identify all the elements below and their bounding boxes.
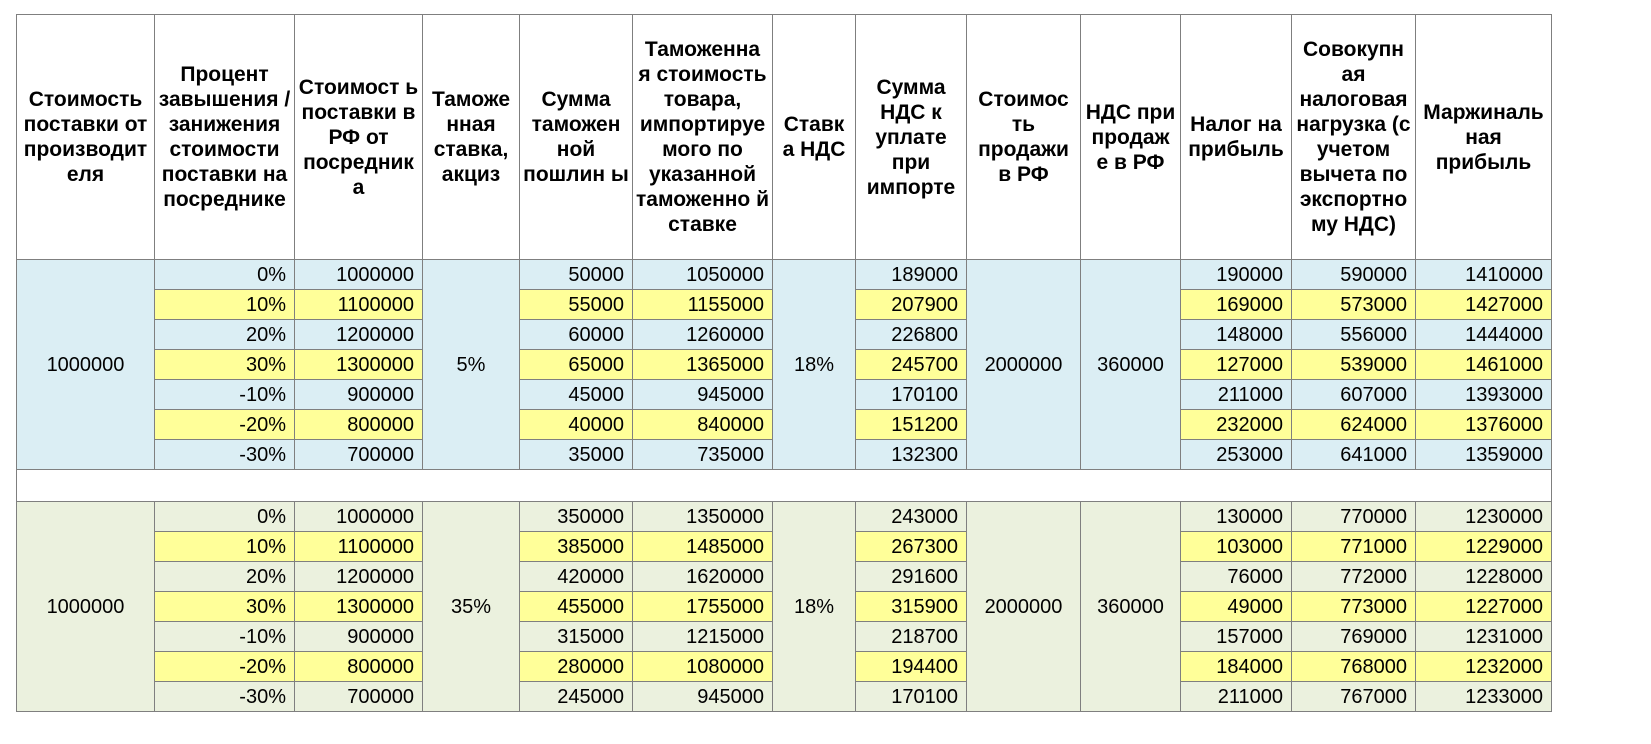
customs-value-cell[interactable]: 1365000 bbox=[633, 350, 773, 380]
duty-cell[interactable]: 60000 bbox=[520, 320, 633, 350]
cost-rf-cell[interactable]: 1000000 bbox=[295, 260, 423, 290]
markup-percent-cell[interactable]: -30% bbox=[155, 682, 295, 712]
margin-cell[interactable]: 1359000 bbox=[1416, 440, 1552, 470]
header-cell[interactable]: Таможенна я стоимость товара, импортируе мого по указанной таможенно й ставке bbox=[633, 15, 773, 260]
vat-import-cell[interactable]: 170100 bbox=[856, 682, 967, 712]
customs-value-cell[interactable]: 1215000 bbox=[633, 622, 773, 652]
customs-value-cell[interactable]: 1050000 bbox=[633, 260, 773, 290]
tax-burden-cell[interactable]: 624000 bbox=[1292, 410, 1416, 440]
cost-rf-cell[interactable]: 1000000 bbox=[295, 502, 423, 532]
duty-cell[interactable]: 385000 bbox=[520, 532, 633, 562]
markup-percent-cell[interactable]: -20% bbox=[155, 652, 295, 682]
section-customs-5 bbox=[17, 260, 1552, 470]
cost-rf-cell[interactable]: 1200000 bbox=[295, 320, 423, 350]
profit-tax-cell[interactable]: 211000 bbox=[1181, 380, 1292, 410]
customs-rate-cell[interactable]: 5% bbox=[423, 260, 520, 470]
header-cell[interactable]: Сумма таможен ной пошлин ы bbox=[520, 15, 633, 260]
tax-burden-cell[interactable]: 641000 bbox=[1292, 440, 1416, 470]
table-row bbox=[17, 260, 1552, 290]
tax-burden-cell[interactable]: 772000 bbox=[1292, 562, 1416, 592]
tax-burden-cell[interactable]: 556000 bbox=[1292, 320, 1416, 350]
tax-burden-cell[interactable]: 771000 bbox=[1292, 532, 1416, 562]
header-cell[interactable]: Таможе нная ставка, акциз bbox=[423, 15, 520, 260]
customs-value-cell[interactable]: 1485000 bbox=[633, 532, 773, 562]
customs-value-cell[interactable]: 1155000 bbox=[633, 290, 773, 320]
duty-cell[interactable]: 65000 bbox=[520, 350, 633, 380]
duty-cell[interactable]: 315000 bbox=[520, 622, 633, 652]
base-cost-cell[interactable]: 1000000 bbox=[17, 502, 155, 712]
profit-tax-cell[interactable]: 130000 bbox=[1181, 502, 1292, 532]
cost-rf-cell[interactable]: 700000 bbox=[295, 440, 423, 470]
margin-cell[interactable]: 1228000 bbox=[1416, 562, 1552, 592]
vat-import-cell[interactable]: 291600 bbox=[856, 562, 967, 592]
tax-burden-cell[interactable]: 773000 bbox=[1292, 592, 1416, 622]
margin-cell[interactable]: 1230000 bbox=[1416, 502, 1552, 532]
margin-cell[interactable]: 1410000 bbox=[1416, 260, 1552, 290]
tax-comparison-table bbox=[16, 14, 1552, 712]
header-cell[interactable]: Совокупн ая налоговая нагрузка (с учетом вычета по экспортно му НДС) bbox=[1292, 15, 1416, 260]
vat-import-cell[interactable]: 194400 bbox=[856, 652, 967, 682]
markup-percent-cell[interactable]: 30% bbox=[155, 592, 295, 622]
cost-rf-cell[interactable]: 800000 bbox=[295, 410, 423, 440]
header-row bbox=[17, 15, 1552, 260]
profit-tax-cell[interactable]: 157000 bbox=[1181, 622, 1292, 652]
profit-tax-cell[interactable]: 211000 bbox=[1181, 682, 1292, 712]
cost-rf-cell[interactable]: 1100000 bbox=[295, 290, 423, 320]
cost-rf-cell[interactable]: 1100000 bbox=[295, 532, 423, 562]
tax-burden-cell[interactable]: 573000 bbox=[1292, 290, 1416, 320]
cost-rf-cell[interactable]: 900000 bbox=[295, 622, 423, 652]
markup-percent-cell[interactable]: 10% bbox=[155, 532, 295, 562]
customs-value-cell[interactable]: 1350000 bbox=[633, 502, 773, 532]
margin-cell[interactable]: 1393000 bbox=[1416, 380, 1552, 410]
profit-tax-cell[interactable]: 103000 bbox=[1181, 532, 1292, 562]
profit-tax-cell[interactable]: 169000 bbox=[1181, 290, 1292, 320]
vat-on-sale-cell[interactable]: 360000 bbox=[1081, 502, 1181, 712]
vat-import-cell[interactable]: 267300 bbox=[856, 532, 967, 562]
vat-import-cell[interactable]: 226800 bbox=[856, 320, 967, 350]
customs-value-cell[interactable]: 945000 bbox=[633, 682, 773, 712]
customs-value-cell[interactable]: 1755000 bbox=[633, 592, 773, 622]
profit-tax-cell[interactable]: 148000 bbox=[1181, 320, 1292, 350]
duty-cell[interactable]: 45000 bbox=[520, 380, 633, 410]
markup-percent-cell[interactable]: 10% bbox=[155, 290, 295, 320]
empty-row bbox=[17, 470, 1552, 502]
duty-cell[interactable]: 50000 bbox=[520, 260, 633, 290]
cost-rf-cell[interactable]: 1300000 bbox=[295, 350, 423, 380]
customs-value-cell[interactable]: 840000 bbox=[633, 410, 773, 440]
vat-rate-cell[interactable]: 18% bbox=[773, 502, 856, 712]
header-cell[interactable]: Процент завышения /занижения стоимости поставки на посреднике bbox=[155, 15, 295, 260]
markup-percent-cell[interactable]: 0% bbox=[155, 502, 295, 532]
tax-burden-cell[interactable]: 770000 bbox=[1292, 502, 1416, 532]
profit-tax-cell[interactable]: 232000 bbox=[1181, 410, 1292, 440]
vat-import-cell[interactable]: 207900 bbox=[856, 290, 967, 320]
vat-import-cell[interactable]: 170100 bbox=[856, 380, 967, 410]
section-customs-35 bbox=[17, 502, 1552, 712]
duty-cell[interactable]: 35000 bbox=[520, 440, 633, 470]
margin-cell[interactable]: 1461000 bbox=[1416, 350, 1552, 380]
customs-value-cell[interactable]: 945000 bbox=[633, 380, 773, 410]
tax-burden-cell[interactable]: 590000 bbox=[1292, 260, 1416, 290]
cost-rf-cell[interactable]: 900000 bbox=[295, 380, 423, 410]
duty-cell[interactable]: 420000 bbox=[520, 562, 633, 592]
header-cell[interactable]: Налог на прибыль bbox=[1181, 15, 1292, 260]
margin-cell[interactable]: 1232000 bbox=[1416, 652, 1552, 682]
profit-tax-cell[interactable]: 190000 bbox=[1181, 260, 1292, 290]
header-cell[interactable]: Сумма НДС к уплате при импорте bbox=[856, 15, 967, 260]
cost-rf-cell[interactable]: 1300000 bbox=[295, 592, 423, 622]
customs-value-cell[interactable]: 1080000 bbox=[633, 652, 773, 682]
markup-percent-cell[interactable]: 0% bbox=[155, 260, 295, 290]
customs-value-cell[interactable]: 1620000 bbox=[633, 562, 773, 592]
markup-percent-cell[interactable]: 20% bbox=[155, 562, 295, 592]
header-cell[interactable]: Маржиналь ная прибыль bbox=[1416, 15, 1552, 260]
vat-import-cell[interactable]: 218700 bbox=[856, 622, 967, 652]
tax-burden-cell[interactable]: 769000 bbox=[1292, 622, 1416, 652]
duty-cell[interactable]: 350000 bbox=[520, 502, 633, 532]
tax-burden-cell[interactable]: 607000 bbox=[1292, 380, 1416, 410]
vat-on-sale-cell[interactable]: 360000 bbox=[1081, 260, 1181, 470]
duty-cell[interactable]: 40000 bbox=[520, 410, 633, 440]
sale-price-cell[interactable]: 2000000 bbox=[967, 502, 1081, 712]
markup-percent-cell[interactable]: -20% bbox=[155, 410, 295, 440]
cost-rf-cell[interactable]: 1200000 bbox=[295, 562, 423, 592]
vat-import-cell[interactable]: 189000 bbox=[856, 260, 967, 290]
header-cell[interactable]: Ставк а НДС bbox=[773, 15, 856, 260]
customs-value-cell[interactable]: 735000 bbox=[633, 440, 773, 470]
tax-burden-cell[interactable]: 767000 bbox=[1292, 682, 1416, 712]
header-cell[interactable]: НДС при продаж е в РФ bbox=[1081, 15, 1181, 260]
vat-import-cell[interactable]: 243000 bbox=[856, 502, 967, 532]
profit-tax-cell[interactable]: 76000 bbox=[1181, 562, 1292, 592]
profit-tax-cell[interactable]: 49000 bbox=[1181, 592, 1292, 622]
cost-rf-cell[interactable]: 700000 bbox=[295, 682, 423, 712]
margin-cell[interactable]: 1427000 bbox=[1416, 290, 1552, 320]
section-spacer bbox=[17, 470, 1552, 502]
profit-tax-cell[interactable]: 127000 bbox=[1181, 350, 1292, 380]
tax-burden-cell[interactable]: 539000 bbox=[1292, 350, 1416, 380]
base-cost-cell[interactable]: 1000000 bbox=[17, 260, 155, 470]
sale-price-cell[interactable]: 2000000 bbox=[967, 260, 1081, 470]
duty-cell[interactable]: 245000 bbox=[520, 682, 633, 712]
vat-rate-cell[interactable]: 18% bbox=[773, 260, 856, 470]
vat-import-cell[interactable]: 315900 bbox=[856, 592, 967, 622]
vat-import-cell[interactable]: 151200 bbox=[856, 410, 967, 440]
markup-percent-cell[interactable]: -10% bbox=[155, 380, 295, 410]
margin-cell[interactable]: 1229000 bbox=[1416, 532, 1552, 562]
margin-cell[interactable]: 1233000 bbox=[1416, 682, 1552, 712]
profit-tax-cell[interactable]: 253000 bbox=[1181, 440, 1292, 470]
markup-percent-cell[interactable]: 20% bbox=[155, 320, 295, 350]
duty-cell[interactable]: 55000 bbox=[520, 290, 633, 320]
cost-rf-cell[interactable]: 800000 bbox=[295, 652, 423, 682]
margin-cell[interactable]: 1376000 bbox=[1416, 410, 1552, 440]
customs-value-cell[interactable]: 1260000 bbox=[633, 320, 773, 350]
margin-cell[interactable]: 1444000 bbox=[1416, 320, 1552, 350]
markup-percent-cell[interactable]: -30% bbox=[155, 440, 295, 470]
vat-import-cell[interactable]: 245700 bbox=[856, 350, 967, 380]
margin-cell[interactable]: 1227000 bbox=[1416, 592, 1552, 622]
table-row bbox=[17, 502, 1552, 532]
empty-cell[interactable] bbox=[17, 470, 1552, 502]
margin-cell[interactable]: 1231000 bbox=[1416, 622, 1552, 652]
header-cell[interactable]: Стоимость поставки от производит еля bbox=[17, 15, 155, 260]
duty-cell[interactable]: 455000 bbox=[520, 592, 633, 622]
markup-percent-cell[interactable]: 30% bbox=[155, 350, 295, 380]
duty-cell[interactable]: 280000 bbox=[520, 652, 633, 682]
tax-burden-cell[interactable]: 768000 bbox=[1292, 652, 1416, 682]
vat-import-cell[interactable]: 132300 bbox=[856, 440, 967, 470]
header-cell[interactable]: Стоимост ь поставки в РФ от посредник а bbox=[295, 15, 423, 260]
markup-percent-cell[interactable]: -10% bbox=[155, 622, 295, 652]
header-cell[interactable]: Стоимос ть продажи в РФ bbox=[967, 15, 1081, 260]
customs-rate-cell[interactable]: 35% bbox=[423, 502, 520, 712]
profit-tax-cell[interactable]: 184000 bbox=[1181, 652, 1292, 682]
